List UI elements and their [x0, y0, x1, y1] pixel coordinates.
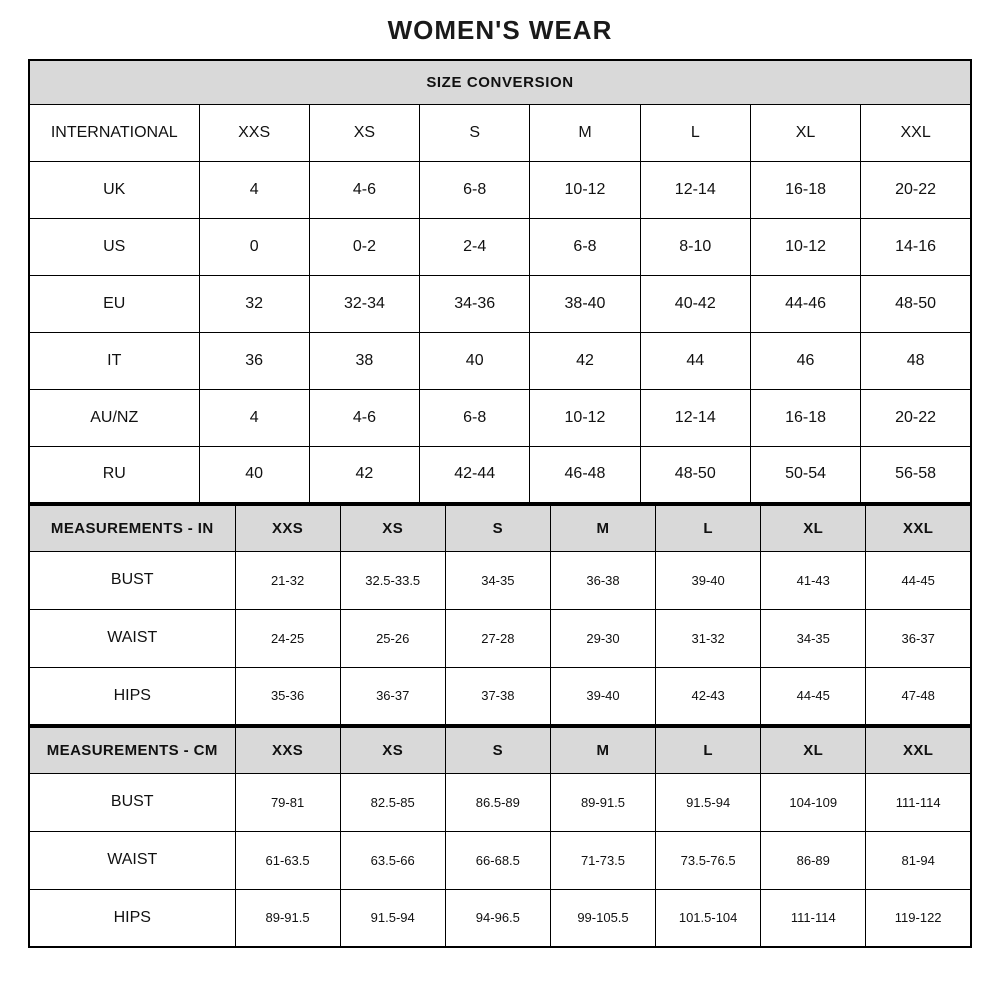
table-row — [29, 60, 971, 104]
table-cell: 104-109 — [761, 773, 866, 831]
table-cell: XS — [309, 104, 419, 161]
table-row — [29, 389, 971, 446]
size-conversion-table — [28, 59, 972, 504]
table-cell: 119-122 — [866, 889, 971, 947]
table-cell: 25-26 — [340, 609, 445, 667]
table-cell: 44-46 — [750, 275, 860, 332]
table-cell: 94-96.5 — [445, 889, 550, 947]
column-header: XL — [761, 505, 866, 551]
column-header: XXL — [866, 505, 971, 551]
table-cell: 38 — [309, 332, 419, 389]
table-cell: 24-25 — [235, 609, 340, 667]
column-header: S — [445, 505, 550, 551]
table-cell: 8-10 — [640, 218, 750, 275]
table-cell: 34-36 — [420, 275, 530, 332]
table-row — [29, 551, 971, 609]
table-cell: 111-114 — [761, 889, 866, 947]
table-cell: 111-114 — [866, 773, 971, 831]
table-cell: 89-91.5 — [550, 773, 655, 831]
table-cell: 20-22 — [861, 389, 971, 446]
table-cell: S — [420, 104, 530, 161]
table-cell: 56-58 — [861, 446, 971, 503]
column-header: M — [550, 727, 655, 773]
table-cell: 31-32 — [656, 609, 761, 667]
table-cell: 86.5-89 — [445, 773, 550, 831]
table-cell: 44-45 — [761, 667, 866, 725]
table-cell: 29-30 — [550, 609, 655, 667]
table-cell: 82.5-85 — [340, 773, 445, 831]
table-row — [29, 889, 971, 947]
table-cell: 44-45 — [866, 551, 971, 609]
table-cell: 6-8 — [530, 218, 640, 275]
table-cell: 4 — [199, 161, 309, 218]
table-title: MEASUREMENTS - CM — [29, 727, 235, 773]
measurements-in-table — [28, 504, 972, 726]
table-cell: 16-18 — [750, 389, 860, 446]
column-header: XL — [761, 727, 866, 773]
table-title: MEASUREMENTS - IN — [29, 505, 235, 551]
table-row — [29, 773, 971, 831]
table-row — [29, 161, 971, 218]
table-cell: 89-91.5 — [235, 889, 340, 947]
table-cell: 42-44 — [420, 446, 530, 503]
table-cell: 91.5-94 — [340, 889, 445, 947]
table-cell: 27-28 — [445, 609, 550, 667]
table-cell: 79-81 — [235, 773, 340, 831]
table-cell: 81-94 — [866, 831, 971, 889]
table-cell: 2-4 — [420, 218, 530, 275]
table-cell: 40 — [420, 332, 530, 389]
row-label-cell: HIPS — [29, 667, 235, 725]
table-cell: 34-35 — [445, 551, 550, 609]
table-row — [29, 218, 971, 275]
row-label-cell: RU — [29, 446, 199, 503]
table-row — [29, 609, 971, 667]
column-header: M — [550, 505, 655, 551]
table-cell: 37-38 — [445, 667, 550, 725]
table-cell: 40-42 — [640, 275, 750, 332]
row-label-cell: UK — [29, 161, 199, 218]
table-cell: 21-32 — [235, 551, 340, 609]
row-label-cell: WAIST — [29, 609, 235, 667]
table-cell: 46 — [750, 332, 860, 389]
row-label-cell: BUST — [29, 551, 235, 609]
table-cell: 73.5-76.5 — [656, 831, 761, 889]
table-header-row — [29, 505, 971, 551]
page-title: WOMEN'S WEAR — [387, 15, 613, 45]
table-cell: 39-40 — [550, 667, 655, 725]
column-header: XXS — [235, 727, 340, 773]
table-row — [29, 446, 971, 503]
table-cell: 46-48 — [530, 446, 640, 503]
table-cell: 32-34 — [309, 275, 419, 332]
column-header: L — [656, 505, 761, 551]
table-cell: 10-12 — [530, 389, 640, 446]
table-cell: 4 — [199, 389, 309, 446]
row-label-cell: BUST — [29, 773, 235, 831]
table-cell: XXL — [861, 104, 971, 161]
table-row — [29, 332, 971, 389]
table-cell: 99-105.5 — [550, 889, 655, 947]
table-cell: 16-18 — [750, 161, 860, 218]
table-cell: 41-43 — [761, 551, 866, 609]
table-cell: 61-63.5 — [235, 831, 340, 889]
table-cell: 71-73.5 — [550, 831, 655, 889]
row-label-cell: US — [29, 218, 199, 275]
row-label-cell: INTERNATIONAL — [29, 104, 199, 161]
table-cell: 36 — [199, 332, 309, 389]
table-cell: 86-89 — [761, 831, 866, 889]
column-header: XS — [340, 505, 445, 551]
table-cell: 42 — [309, 446, 419, 503]
column-header: XS — [340, 727, 445, 773]
table-cell: 20-22 — [861, 161, 971, 218]
table-cell: XXS — [199, 104, 309, 161]
table-cell: 66-68.5 — [445, 831, 550, 889]
table-cell: 48-50 — [861, 275, 971, 332]
table-cell: 32.5-33.5 — [340, 551, 445, 609]
column-header: XXL — [866, 727, 971, 773]
row-label-cell: IT — [29, 332, 199, 389]
measurements-cm-table — [28, 726, 972, 948]
table-cell: XL — [750, 104, 860, 161]
column-header: L — [656, 727, 761, 773]
table-cell: 10-12 — [750, 218, 860, 275]
table-row — [29, 275, 971, 332]
table-cell: 4-6 — [309, 389, 419, 446]
table-title: SIZE CONVERSION — [29, 60, 971, 104]
row-label-cell: HIPS — [29, 889, 235, 947]
row-label-cell: WAIST — [29, 831, 235, 889]
table-cell: 0 — [199, 218, 309, 275]
table-cell: 39-40 — [656, 551, 761, 609]
table-cell: 6-8 — [420, 389, 530, 446]
table-cell: 101.5-104 — [656, 889, 761, 947]
table-cell: 34-35 — [761, 609, 866, 667]
table-cell: 0-2 — [309, 218, 419, 275]
table-cell: 12-14 — [640, 161, 750, 218]
table-cell: 36-38 — [550, 551, 655, 609]
table-cell: M — [530, 104, 640, 161]
column-header: S — [445, 727, 550, 773]
table-cell: 42-43 — [656, 667, 761, 725]
table-cell: 10-12 — [530, 161, 640, 218]
table-cell: 48-50 — [640, 446, 750, 503]
table-cell: 36-37 — [866, 609, 971, 667]
table-cell: 36-37 — [340, 667, 445, 725]
table-cell: 38-40 — [530, 275, 640, 332]
table-cell: 32 — [199, 275, 309, 332]
table-row — [29, 831, 971, 889]
table-cell: 42 — [530, 332, 640, 389]
table-header-row — [29, 727, 971, 773]
row-label-cell: EU — [29, 275, 199, 332]
table-row — [29, 667, 971, 725]
table-cell: 48 — [861, 332, 971, 389]
table-cell: 44 — [640, 332, 750, 389]
row-label-cell: AU/NZ — [29, 389, 199, 446]
table-cell: 14-16 — [861, 218, 971, 275]
table-cell: 40 — [199, 446, 309, 503]
table-row — [29, 104, 971, 161]
table-cell: 6-8 — [420, 161, 530, 218]
table-cell: 35-36 — [235, 667, 340, 725]
table-cell: 47-48 — [866, 667, 971, 725]
column-header: XXS — [235, 505, 340, 551]
table-cell: 63.5-66 — [340, 831, 445, 889]
table-cell: 12-14 — [640, 389, 750, 446]
table-cell: 50-54 — [750, 446, 860, 503]
table-cell: 4-6 — [309, 161, 419, 218]
table-cell: L — [640, 104, 750, 161]
table-cell: 91.5-94 — [656, 773, 761, 831]
